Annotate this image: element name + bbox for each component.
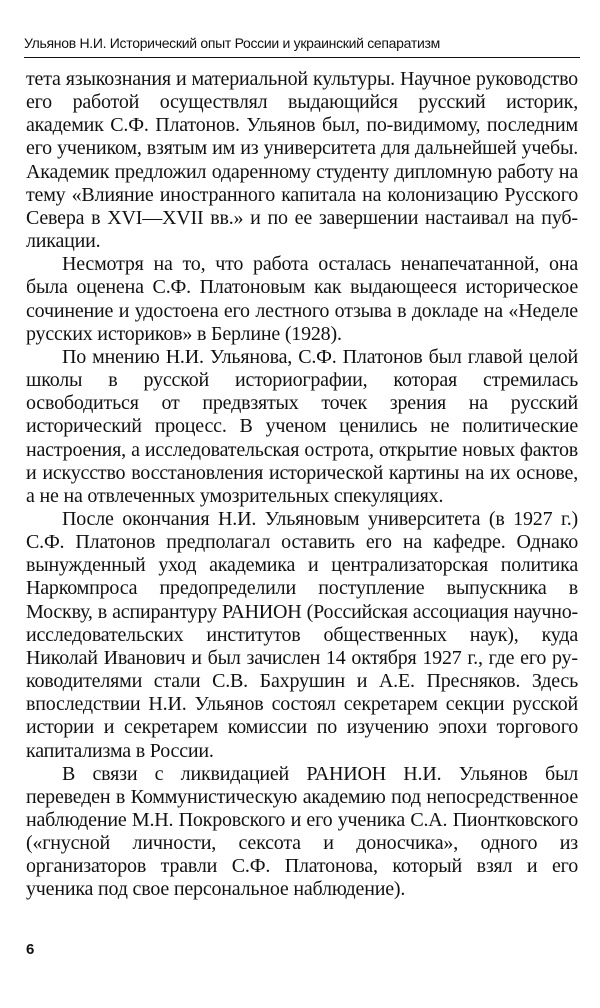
body-text — [26, 68, 578, 902]
header-rule — [24, 57, 580, 58]
paragraph: Несмотря на то, что работа осталась ненапечатанной, она была оценена С.Ф. Платоновым как выдающееся историческое сочинение и удостоена его лестного отзыва в докладе на «Неделе русских историков» в Берлине (1928). — [26, 253, 578, 345]
page-number: 6 — [26, 941, 35, 958]
running-header: Ульянов Н.И. Исторический опыт России и украинский сепаратизм — [24, 35, 440, 51]
paragraph: По мнению Н.И. Ульянова, С.Ф. Платонов был главой целой школы в русской историографии, которая стремилась освободиться от предвзятых точек зрения на русский исторический процесс. В ученом ценились не политические настроения, а исследовательская острота, открытие новых фактов и искусство восстановления исторической картины на их основе, а не на отвлеченных умозрительных спекуляциях. — [26, 345, 578, 507]
paragraph: После окончания Н.И. Ульяновым университета (в 1927 г.) С.Ф. Платонов предполагал оставить его на кафедре. Однако вынужденный уход академика и централизаторская политика Наркомпроса предопределили поступление выпускника в Москву, в аспирантуру РАНИОН (Российская ассоциация научно-исследовательских институтов общественных наук), куда Николай Иванович и был зачислен 14 октября 1927 г., где его руководителями стали С.В. Бахрушин и А.Е. Пресняков. Здесь впоследствии Н.И. Ульянов состоял секретарем секции русской истории и секретарем комиссии по изучению эпохи торгового капитализма в России. — [26, 507, 578, 762]
paragraph: В связи с ликвидацией РАНИОН Н.И. Ульянов был переведен в Коммунистическую академию под непосредственное наблюдение М.Н. Покровского и его ученика С.А. Пионтковского («гнусной личности, сексота и доносчика», одного из организаторов травли С.Ф. Платонова, который взял и его ученика под свое персональное наблюдение). — [26, 762, 578, 901]
paragraph: тета языкознания и материальной культуры. Научное руководство его работой осуществлял выдающийся русский историк, академик С.Ф. Платонов. Ульянов был, по-видимому, последним его учеником, взятым им из университета для дальнейшей учебы. Академик предложил одаренному студенту дипломную работу на тему «Влияние иностранного капитала на колонизацию Русского Севера в XVI—XVII вв.» и по ее завершении настаивал на публикации. — [26, 68, 578, 253]
